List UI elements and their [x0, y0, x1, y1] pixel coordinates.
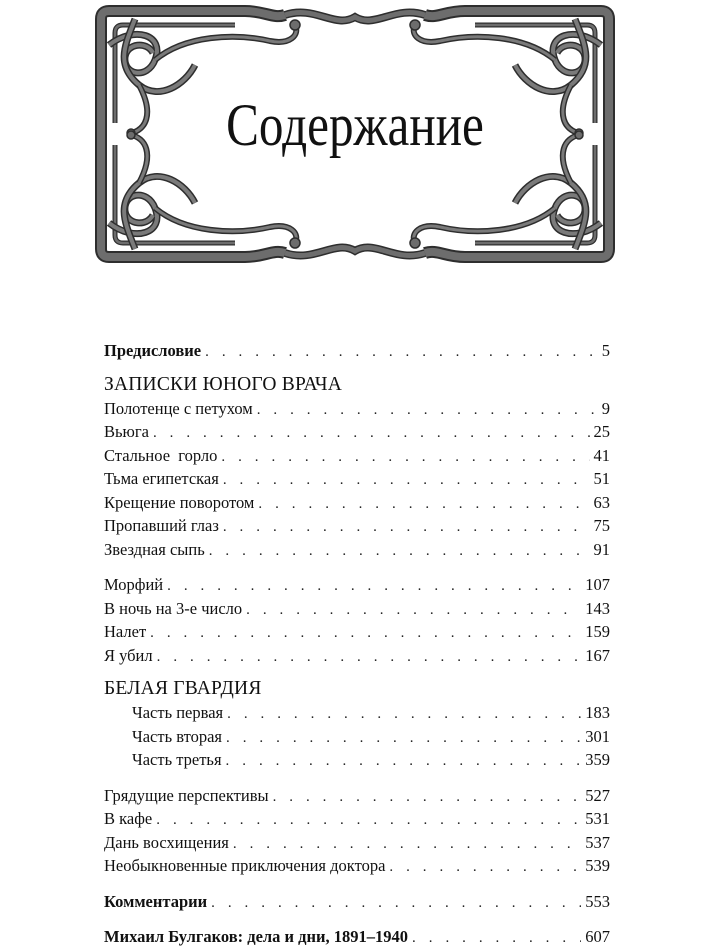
toc-entry-page: 91	[593, 539, 610, 559]
toc-entry-page: 301	[585, 726, 610, 746]
toc-entry-page: 183	[585, 703, 610, 722]
toc-entry[interactable]	[104, 748, 610, 772]
toc-entry[interactable]	[104, 514, 610, 538]
toc-entry-page: 167	[585, 645, 610, 665]
toc-entry-title: Часть вторая	[132, 726, 223, 746]
dot-leader	[221, 446, 589, 470]
toc-entry[interactable]	[104, 854, 610, 878]
toc-entry[interactable]	[104, 397, 610, 421]
toc-entry[interactable]	[104, 444, 610, 468]
toc-entry-title: Тьма египетская	[104, 469, 219, 488]
toc-entry-title: Михаил Булгаков: дела и дни, 1891–1940	[104, 927, 409, 946]
toc-entry[interactable]	[104, 573, 610, 597]
toc-entry-title: Вьюга	[104, 422, 149, 441]
dot-leader	[246, 599, 581, 623]
dot-leader	[226, 750, 582, 774]
dot-leader	[211, 892, 581, 916]
toc-entry-title: В ночь на 3-е число	[104, 598, 243, 618]
dot-leader	[167, 575, 581, 599]
toc-entry-title: В кафе	[104, 809, 153, 828]
toc-entry-page: 359	[585, 750, 610, 769]
toc-entry-page: 143	[585, 598, 610, 618]
dot-leader	[273, 786, 582, 810]
toc-entry-title: Крещение поворотом	[104, 492, 255, 512]
toc-entry-page: 25	[593, 422, 610, 441]
toc-entry-title: Пропавший глаз	[104, 516, 219, 535]
dot-leader	[233, 833, 581, 857]
toc-entry[interactable]	[104, 467, 610, 491]
dot-leader	[205, 341, 598, 365]
toc-entry[interactable]	[104, 644, 610, 668]
section-title: БЕЛАЯ ГВАРДИЯ	[104, 678, 262, 699]
dot-leader	[223, 469, 590, 493]
toc-entry-chronology[interactable]	[104, 925, 610, 949]
toc-entry-title: Морфий	[104, 575, 164, 594]
toc-entry-title: Часть первая	[132, 703, 224, 722]
toc-entry-page: 527	[585, 785, 610, 805]
toc-entry[interactable]	[104, 701, 610, 725]
dot-leader	[412, 927, 581, 951]
toc-entry-page: 107	[585, 575, 610, 594]
dot-leader	[153, 422, 590, 446]
toc-entry-page: 553	[585, 891, 610, 911]
dot-leader	[258, 493, 589, 517]
table-of-contents	[104, 339, 610, 949]
dot-leader	[150, 622, 581, 646]
page-title: Содержание	[226, 92, 484, 158]
toc-entry-page: 9	[601, 398, 610, 418]
toc-entry-title: Часть третья	[132, 750, 222, 769]
toc-entry-comments[interactable]	[104, 890, 610, 914]
toc-entry-page: 5	[601, 341, 610, 360]
toc-entry[interactable]	[104, 491, 610, 515]
toc-entry-title: Необыкновенные приключения доктора	[104, 856, 386, 875]
toc-entry-title: Дань восхищения	[104, 832, 229, 852]
dot-leader	[223, 516, 590, 540]
toc-entry-page: 537	[585, 832, 610, 852]
section-heading-white-guard	[104, 676, 610, 701]
dot-leader	[157, 646, 582, 670]
toc-entry-title: Звездная сыпь	[104, 539, 205, 559]
toc-entry[interactable]	[104, 420, 610, 444]
toc-entry-page: 51	[593, 469, 610, 488]
toc-entry[interactable]	[104, 725, 610, 749]
toc-entry-title: Комментарии	[104, 891, 208, 911]
toc-entry-page: 63	[593, 492, 610, 512]
toc-entry-preface[interactable]	[104, 339, 610, 363]
toc-entry[interactable]	[104, 620, 610, 644]
toc-entry-page: 531	[585, 809, 610, 828]
toc-entry-title: Я убил	[104, 645, 153, 665]
toc-entry[interactable]	[104, 784, 610, 808]
dot-leader	[226, 727, 581, 751]
dot-leader	[156, 809, 581, 833]
section-heading-notes	[104, 372, 610, 397]
dot-leader	[209, 540, 590, 564]
toc-entry-page: 159	[585, 622, 610, 641]
toc-entry-page: 539	[585, 856, 610, 875]
toc-entry[interactable]	[104, 597, 610, 621]
toc-entry[interactable]	[104, 538, 610, 562]
dot-leader	[227, 703, 581, 727]
toc-entry-title: Стальное горло	[104, 445, 218, 465]
toc-entry[interactable]	[104, 831, 610, 855]
toc-entry[interactable]	[104, 807, 610, 831]
toc-entry-page: 41	[593, 445, 610, 465]
dot-leader	[257, 399, 598, 423]
toc-entry-title: Налет	[104, 622, 147, 641]
toc-entry-title: Полотенце с петухом	[104, 398, 253, 418]
toc-entry-page: 75	[593, 516, 610, 535]
toc-entry-title: Предисловие	[104, 341, 202, 360]
dot-leader	[389, 856, 581, 880]
toc-entry-page: 607	[585, 927, 610, 946]
section-title: ЗАПИСКИ ЮНОГО ВРАЧА	[104, 373, 342, 395]
toc-entry-title: Грядущие перспективы	[104, 785, 269, 805]
